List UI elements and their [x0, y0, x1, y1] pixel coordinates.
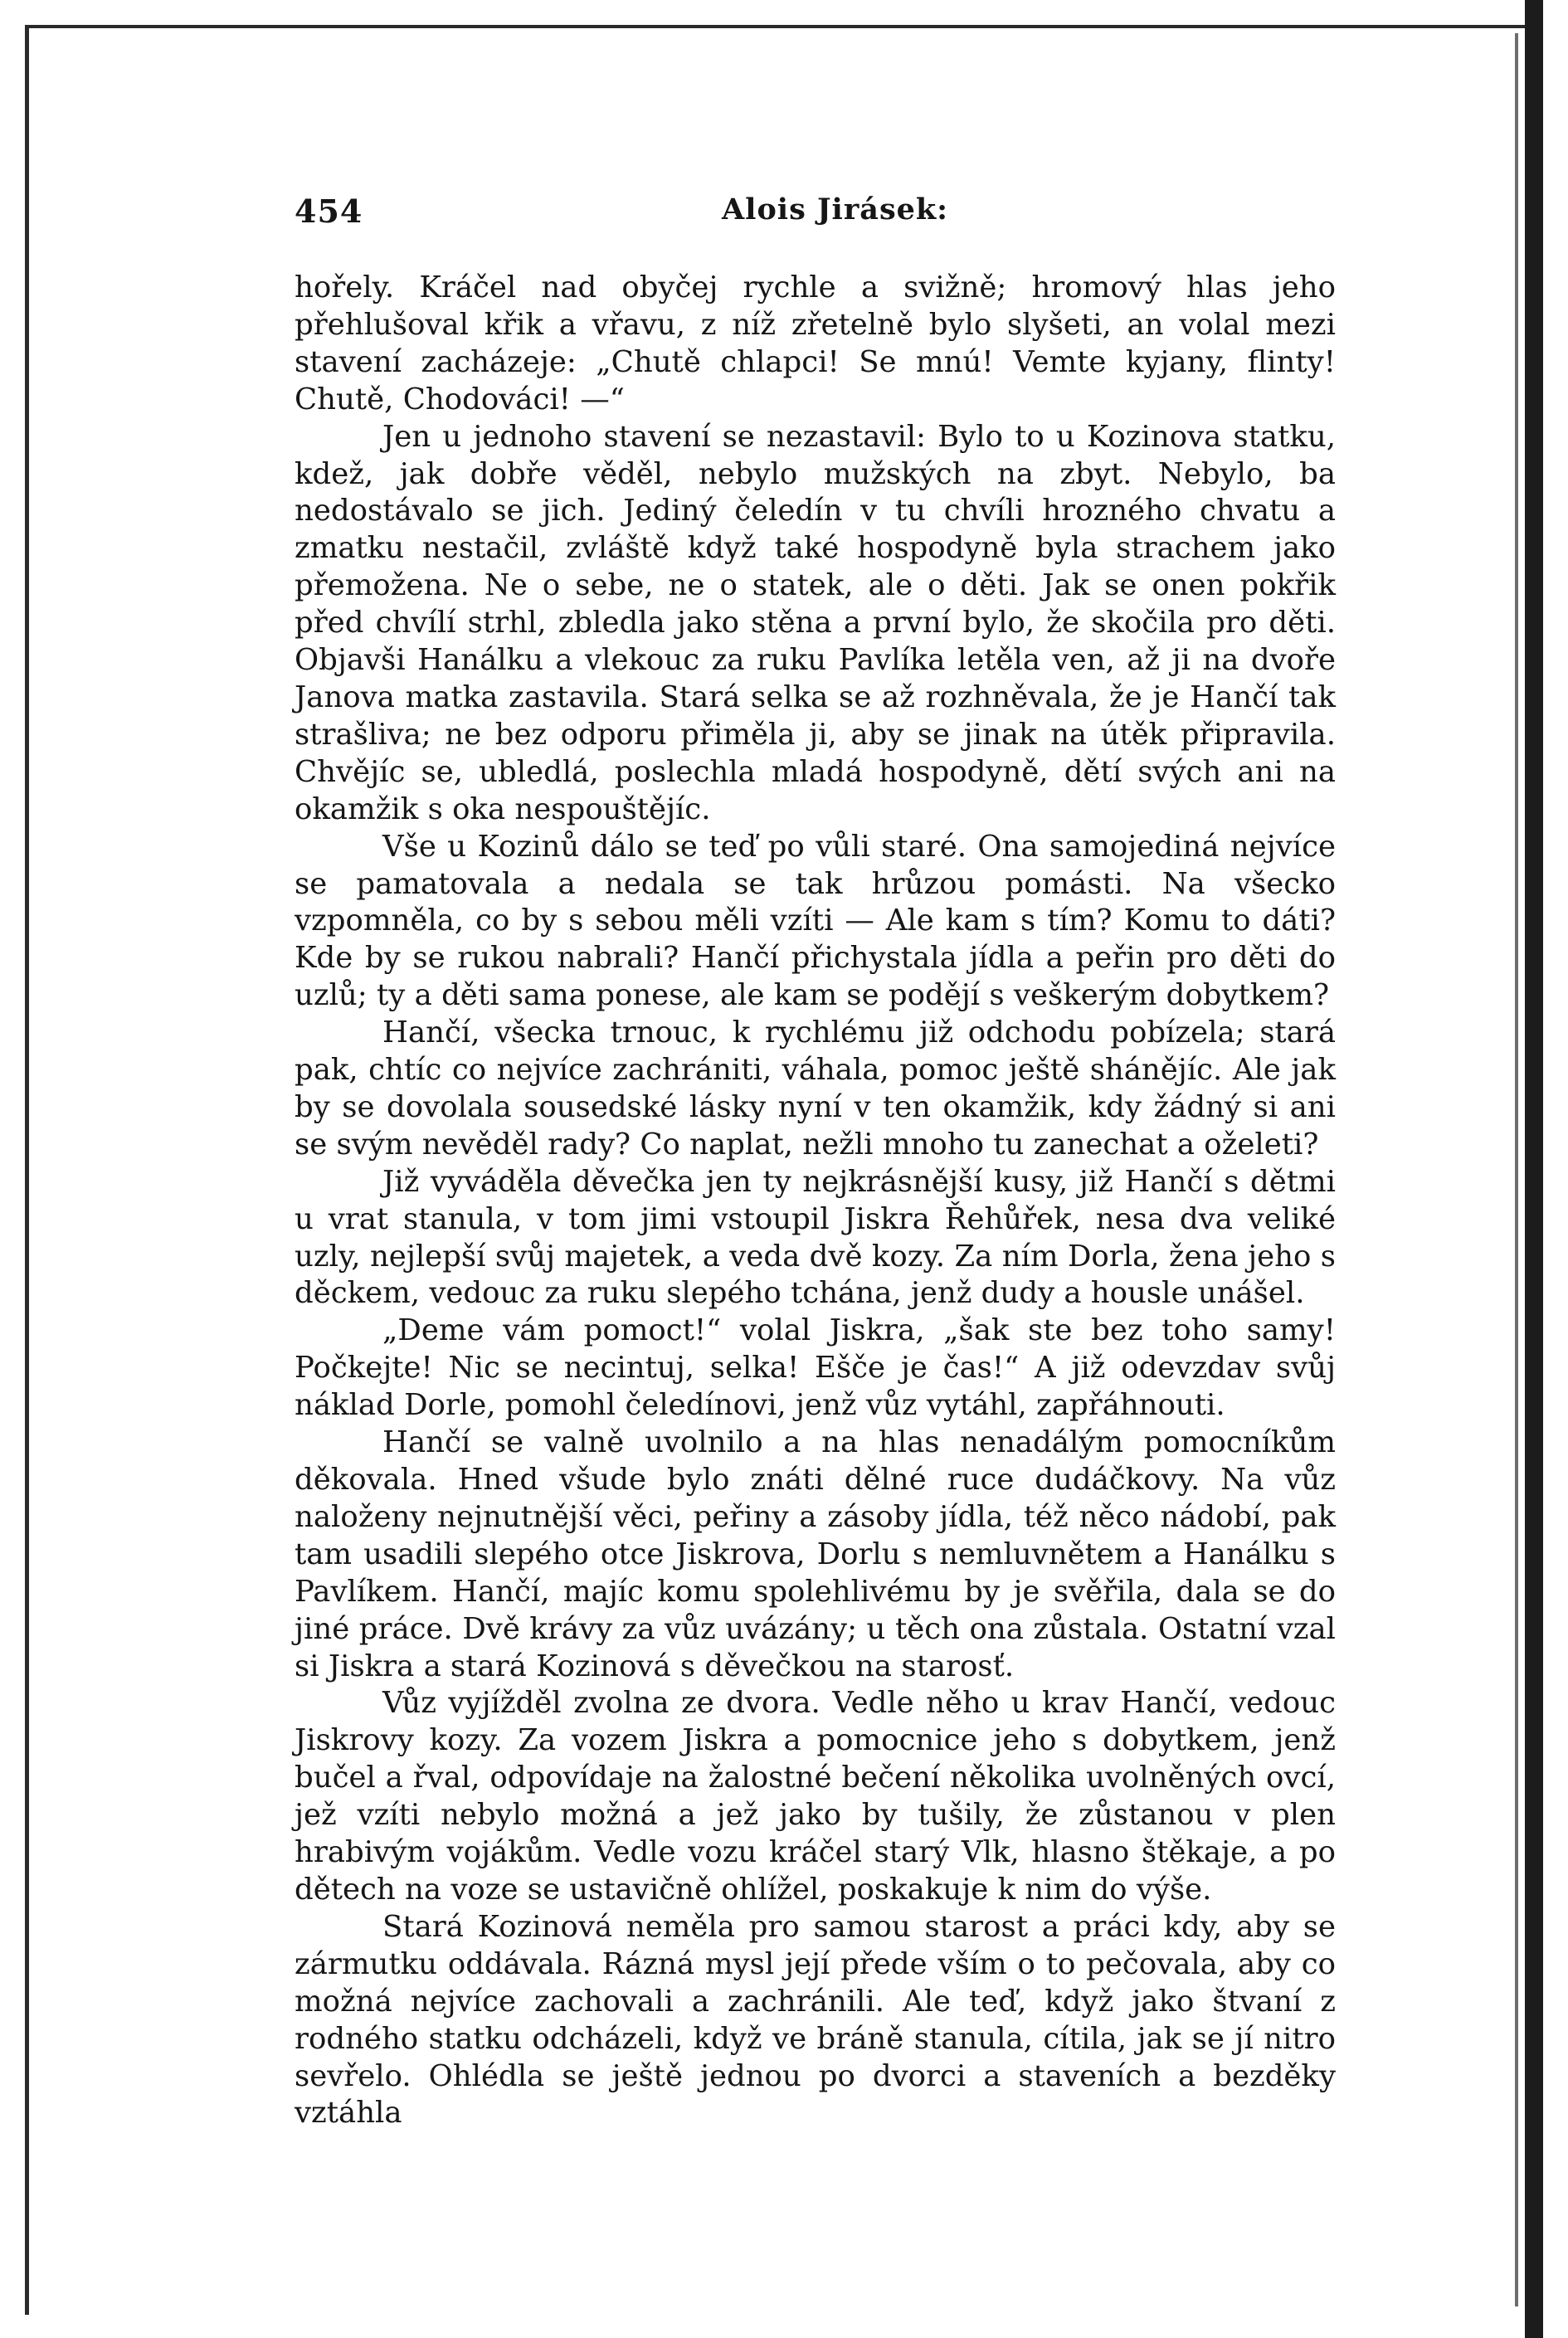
- paragraph-7: Hančí se valně uvolnilo a na hlas nenadálým pomocníkům děkovala. Hned všude bylo znáti dělné ruce dudáčkovy. Na vůz naloženy nejnutnější věci, peřiny a zásoby jídla, též něco nádobí, pak tam usadili slepého otce Jiskrova, Dorlu s nemluvnětem a Hanálku s Pavlíkem. Hančí, majíc komu spolehlivému by je svěřila, dala se do jiné práce. Dvě krávy za vůz uvázány; u těch ona zůstala. Ostatní vzal si Jiskra a stará Kozinová s děvečkou na starosť.: [295, 1425, 1336, 1683]
- running-head: Alois Jirásek:: [722, 192, 949, 226]
- paragraph-9: Stará Kozinová neměla pro samou starost a práci kdy, aby se zármutku oddávala. Rázná mysl její přede vším o to pečovala, aby co možná nejvíce zachovali a zachránili. Ale teď, když jako štvaní z rodného statku odcházeli, když ve bráně stanula, cítila, jak se jí nitro sevřelo. Ohlédla se ještě jednou po dvorci a staveních a bezděky vztáhla: [295, 1909, 1336, 2131]
- paragraph-1: hořely. Kráčel nad obyčej rychle a svižně; hromový hlas jeho přehlušoval křik a vřavu, z níž zřetelně bylo slyšeti, an volal mezi stavení zacházeje: „Chutě chlapci! Se mnú! Vemte kyjany, flinty! Chutě, Chodováci! —“: [295, 270, 1336, 416]
- paragraph-2: Jen u jednoho stavení se nezastavil: Bylo to u Kozinova statku, kdež, jak dobře věděl, nebylo mužských na zbyt. Nebylo, ba nedostávalo se jich. Jediný čeledín v tu chvíli hrozného chvatu a zmatku nestačil, zvláště když také hospodyně byla strachem jako přemožena. Ne o sebe, ne o statek, ale o děti. Jak se onen pokřik před chvílí strhl, zbledla jako stěna a první bylo, že skočila pro děti. Objavši Hanálku a vlekouc za ruku Pavlíka letěla ven, až ji na dvoře Janova matka zastavila. Stará selka se až rozhněvala, že je Hančí tak strašliva; ne bez odporu přiměla ji, aby se jinak na útěk připravila. Chvějíc se, ubledlá, poslechla mladá hospodyně, dětí svých ani na okamžik s oka nespouštějíc.: [295, 419, 1336, 826]
- page-number: 454: [295, 192, 363, 230]
- paragraph-8: Vůz vyjížděl zvolna ze dvora. Vedle něho u krav Hančí, vedouc Jiskrovy kozy. Za vozem Jiskra a pomocnice jeho s dobytkem, jenž bučel a řval, odpovídaje na žalostné bečení několika uvolněných ovcí, jež vzíti nebylo možná a jež jako by tušily, že zůstanou v plen hrabivým vojákům. Vedle vozu kráčel starý Vlk, hlasno štěkaje, a po dětech na voze se ustavičně ohlížel, poskakuje k nim do výše.: [295, 1686, 1336, 1907]
- scan-edge-right: [1525, 0, 1543, 2338]
- paragraph-3: Vše u Kozinů dálo se teď po vůli staré. Ona samojediná nejvíce se pamatovala a nedala se tak hrůzou pomásti. Na všecko vzpomněla, co by s sebou měli vzíti — Ale kam s tím? Komu to dáti? Kde by se rukou nabrali? Hančí přichystala jídla a peřin pro děti do uzlů; ty a děti sama ponese, ale kam se podějí s veškerým dobytkem?: [295, 829, 1336, 1013]
- scan-edge-left: [25, 25, 29, 2315]
- page-header: [295, 192, 1336, 242]
- paragraph-6: „Deme vám pomoct!“ volal Jiskra, „šak ste bez toho samy! Počkejte! Nic se necintuj, selka! Ešče je čas!“ A již odevzdav svůj náklad Dorle, pomohl čeledínovi, jenž vůz vytáhl, zapřáhnouti.: [295, 1313, 1336, 1423]
- text-body: [295, 270, 1336, 2132]
- paragraph-5: Již vyváděla děvečka jen ty nejkrásnější kusy, již Hančí s dětmi u vrat stanula, v tom jimi vstoupil Jiskra Řehůřek, nesa dva veliké uzly, nejlepší svůj majetek, a veda dvě kozy. Za ním Dorla, žena jeho s děckem, vedouc za ruku slepého tchána, jenž dudy a housle unášel.: [295, 1164, 1336, 1311]
- paragraph-4: Hančí, všecka trnouc, k rychlému již odchodu pobízela; stará pak, chtíc co nejvíce zachrániti, váhala, pomoc ještě shánějíc. Ale jak by se dovolala sousedské lásky nyní v ten okamžik, kdy žádný si ani se svým nevěděl rady? Co naplat, nežli mnoho tu zanechat a oželeti?: [295, 1016, 1336, 1162]
- scan-edge-right-inner: [1515, 33, 1518, 2306]
- scan-edge-top: [25, 25, 1543, 28]
